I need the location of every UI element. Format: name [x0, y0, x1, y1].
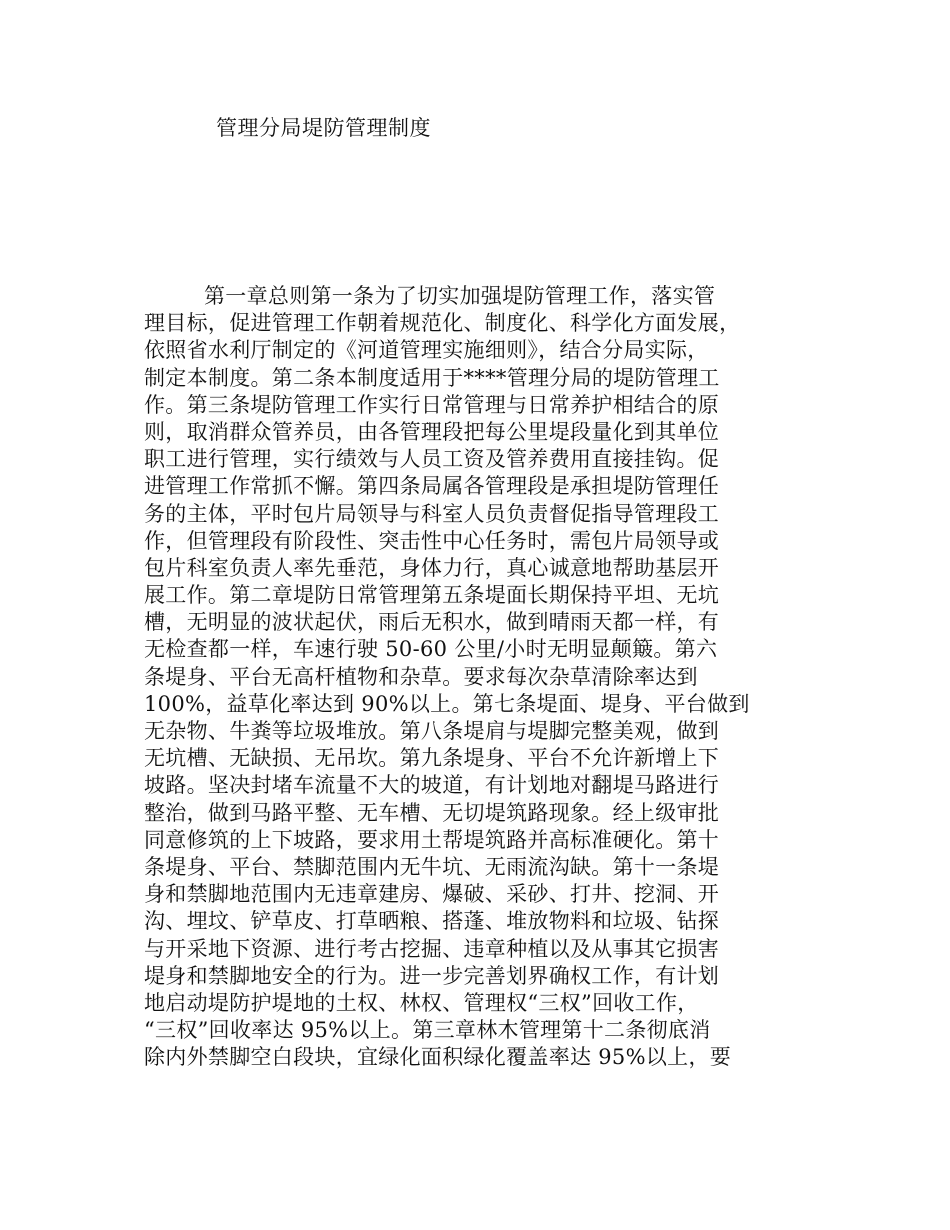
body-line: 沟、埋坟、铲草皮、打草晒粮、搭蓬、堆放物料和垃圾、钻探: [144, 909, 720, 934]
body-line: 槽，无明显的波状起伏，雨后无积水，做到晴雨天都一样，有: [144, 610, 720, 635]
body-line: 展工作。第二章堤防日常管理第五条堤面长期保持平坦、无坑: [144, 583, 720, 608]
body-line: 整治，做到马路平整、无车槽、无切堤筑路现象。经上级审批: [144, 800, 720, 825]
body-line: 无杂物、牛粪等垃圾堆放。第八条堤肩与堤脚完整美观，做到: [144, 719, 720, 743]
body-line: 第一章总则第一条为了切实加强堤防管理工作，落实管: [204, 284, 716, 308]
body-line: 同意修筑的上下坡路，要求用土帮堤筑路并高标准硬化。第十: [144, 827, 720, 852]
body-line: 制定本制度。第二条本制度适用于****管理分局的堤防管理工: [144, 365, 720, 390]
body-line: 条堤身、平台无高杆植物和杂草。要求每次杂草清除率达到: [144, 664, 698, 689]
body-line: “三权”回收率达 95%以上。第三章林木管理第十二条彻底消: [144, 1018, 711, 1043]
body-line: 地启动堤防护堤地的土权、林权、管理权“三权”回收工作，: [144, 990, 699, 1015]
body-line: 理目标，促进管理工作朝着规范化、制度化、科学化方面发展，: [144, 311, 741, 336]
body-line: 无检查都一样，车速行驶 50-60 公里/小时无明显颠簸。第六: [144, 637, 718, 662]
body-line: 除内外禁脚空白段块，宜绿化面积绿化覆盖率达 95%以上，要: [144, 1045, 732, 1070]
body-line: 职工进行管理，实行绩效与人员工资及管养费用直接挂钩。促: [144, 447, 720, 472]
body-line: 身和禁脚地范围内无违章建房、爆破、采砂、打井、挖洞、开: [144, 882, 720, 907]
document-body: [144, 283, 824, 1071]
body-line: 作。第三条堤防管理工作实行日常管理与日常养护相结合的原: [144, 392, 720, 417]
body-line: 依照省水利厅制定的《河道管理实施细则》，结合分局实际，: [144, 338, 709, 363]
document-title: 管理分局堤防管理制度: [216, 116, 431, 140]
body-line: 进管理工作常抓不懈。第四条局属各管理段是承担堤防管理任: [144, 474, 720, 499]
body-line: 包片科室负责人率先垂范，身体力行，真心诚意地帮助基层开: [144, 555, 720, 580]
body-line: 与开采地下资源、进行考古挖掘、违章种植以及从事其它损害: [144, 936, 720, 961]
body-line: 条堤身、平台、禁脚范围内无牛坑、无雨流沟缺。第十一条堤: [144, 854, 720, 879]
body-line: 坡路。坚决封堵车流量不大的坡道，有计划地对翻堤马路进行: [144, 773, 720, 798]
body-line: 作，但管理段有阶段性、突击性中心任务时，需包片局领导或: [144, 528, 720, 553]
body-line: 则，取消群众管养员，由各管理段把每公里堤段量化到其单位: [144, 419, 720, 444]
body-line: 堤身和禁脚地安全的行为。进一步完善划界确权工作，有计划: [144, 963, 720, 988]
body-line: 无坑槽、无缺损、无吊坎。第九条堤身、平台不允许新增上下: [144, 746, 720, 771]
body-line: 务的主体，平时包片局领导与科室人员负责督促指导管理段工: [144, 501, 720, 526]
body-line: 100%，益草化率达到 90%以上。第七条堤面、堤身、平台做到: [144, 691, 750, 716]
